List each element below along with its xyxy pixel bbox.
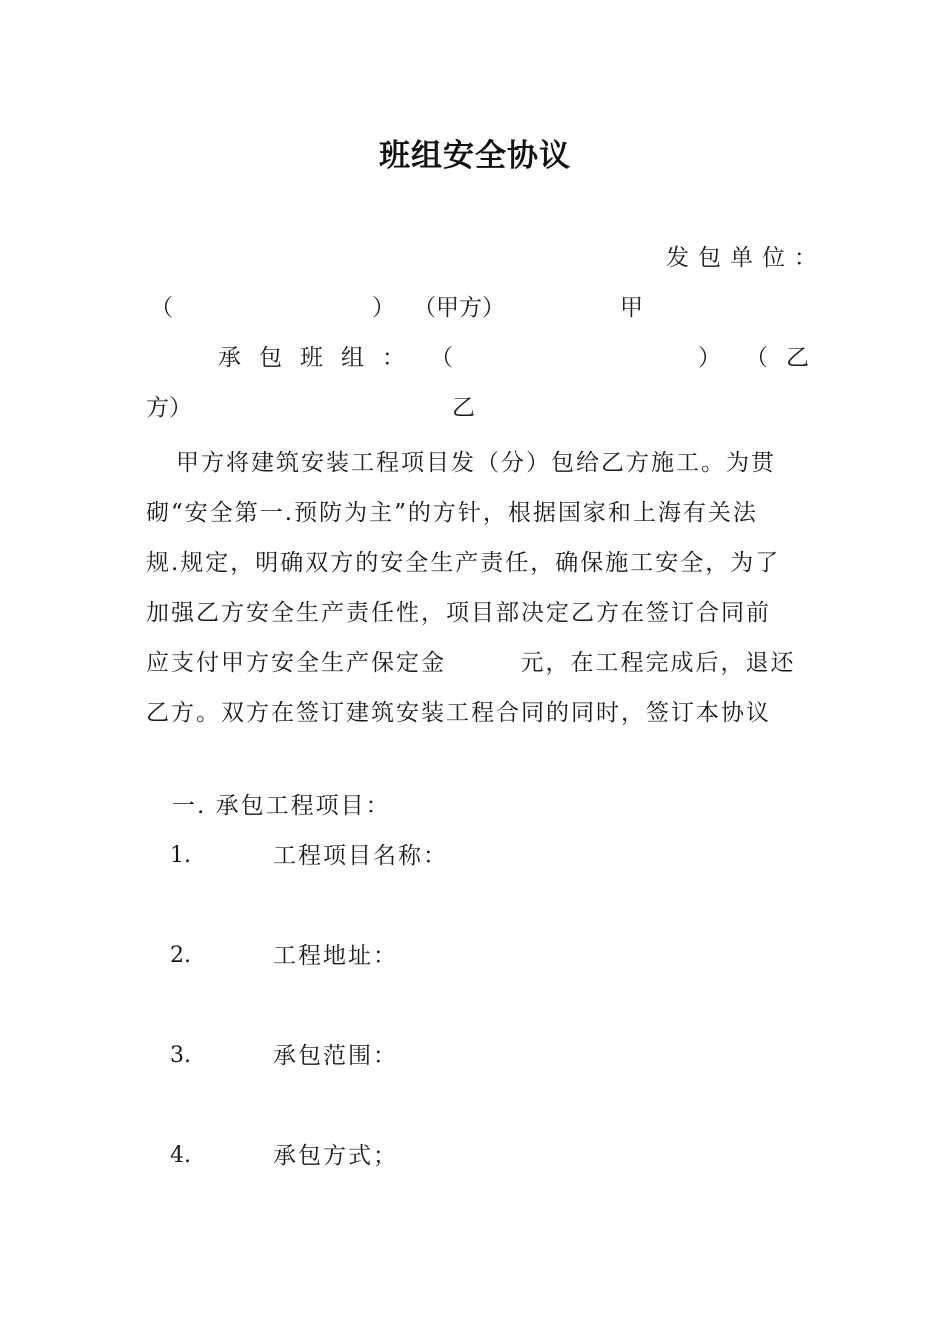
issuer-label: 发包单位： (666, 245, 826, 271)
intro-line: 甲方将建筑安装工程项目发（分）包给乙方施工。为贯 (176, 450, 776, 476)
item-label-method: 承包方式； (273, 1143, 398, 1169)
party-a-open-paren: （ (150, 295, 173, 321)
document-title: 班组安全协议 (379, 138, 571, 174)
item-label-scope: 承包范围： (273, 1043, 398, 1069)
section-heading: 一. 承包工程项目： (172, 793, 391, 819)
party-a-close-paren: ） (372, 295, 395, 321)
contractor-label: 承包班组： (218, 345, 423, 371)
party-b-tag-close: 方） (146, 395, 192, 421)
item-number: 4. (170, 1143, 191, 1168)
item-number: 1. (170, 843, 191, 868)
item-label-project-address: 工程地址： (273, 943, 398, 969)
party-b-sign: 乙 (452, 395, 475, 421)
intro-line: 砌“安全第一.预防为主”的方针，根据国家和上海有关法 (146, 500, 758, 526)
intro-line: 加强乙方安全生产责任性，项目部决定乙方在签订合同前 (146, 600, 771, 626)
party-a-tag: （甲方） (413, 295, 505, 321)
intro-line: 应支付甲方安全生产保定金 元，在工程完成后，退还 (146, 650, 796, 676)
intro-line: 规.规定，明确双方的安全生产责任，确保施工安全，为了 (146, 550, 781, 576)
party-b-open-paren: （ (430, 345, 453, 371)
party-b-close-paren: ） (698, 345, 721, 371)
item-label-project-name: 工程项目名称： (273, 843, 448, 869)
intro-paragraph (146, 438, 808, 738)
party-b-tag-open: （乙 (745, 345, 827, 371)
item-number: 3. (170, 1043, 191, 1068)
party-a-sign: 甲 (620, 295, 643, 321)
intro-line: 乙方。双方在签订建筑安装工程合同的同时，签订本协议 (146, 700, 771, 726)
item-number: 2. (170, 943, 191, 968)
